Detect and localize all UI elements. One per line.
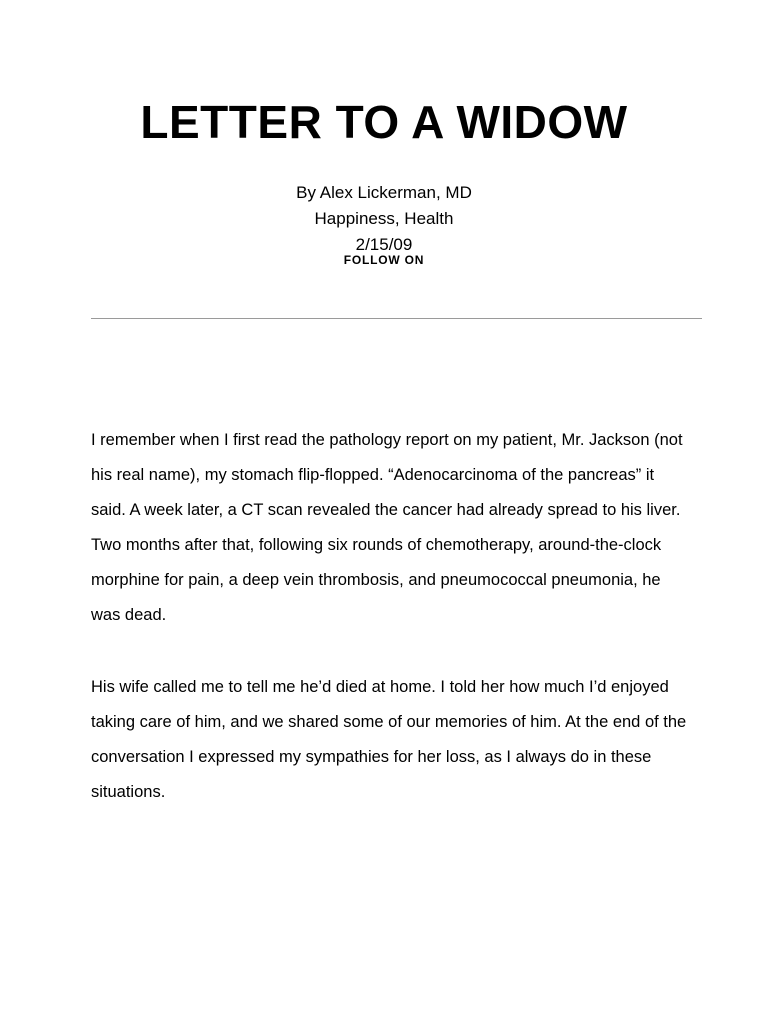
paragraph-1: I remember when I first read the pathology report on my patient, Mr. Jackson (not his real name), my stomach flip-flopped. “Adenocarcinoma of the pancreas” it said. A week later, a CT scan revealed the cancer had already spread to his liver. Two months after that, following six rounds of chemotherapy, around-the-clock morphine for pain, a deep vein thrombosis, and pneumococcal pneumonia, he was dead. — [91, 431, 683, 624]
follow-on-label: FOLLOW ON — [343, 253, 425, 267]
document-title: LETTER TO A WIDOW — [140, 96, 628, 148]
byline-author: By Alex Lickerman, MD — [296, 183, 472, 202]
horizontal-divider — [91, 318, 702, 319]
paragraph-2: His wife called me to tell me he’d died at home. I told her how much I’d enjoyed taking care of him, and we shared some of our memories of him. At the end of the conversation I expressed my sympathies for her loss, as I always do in these situations. — [91, 678, 687, 801]
byline-date: 2/15/09 — [355, 235, 413, 254]
byline-categories: Happiness, Health — [314, 209, 454, 228]
byline — [0, 180, 768, 258]
